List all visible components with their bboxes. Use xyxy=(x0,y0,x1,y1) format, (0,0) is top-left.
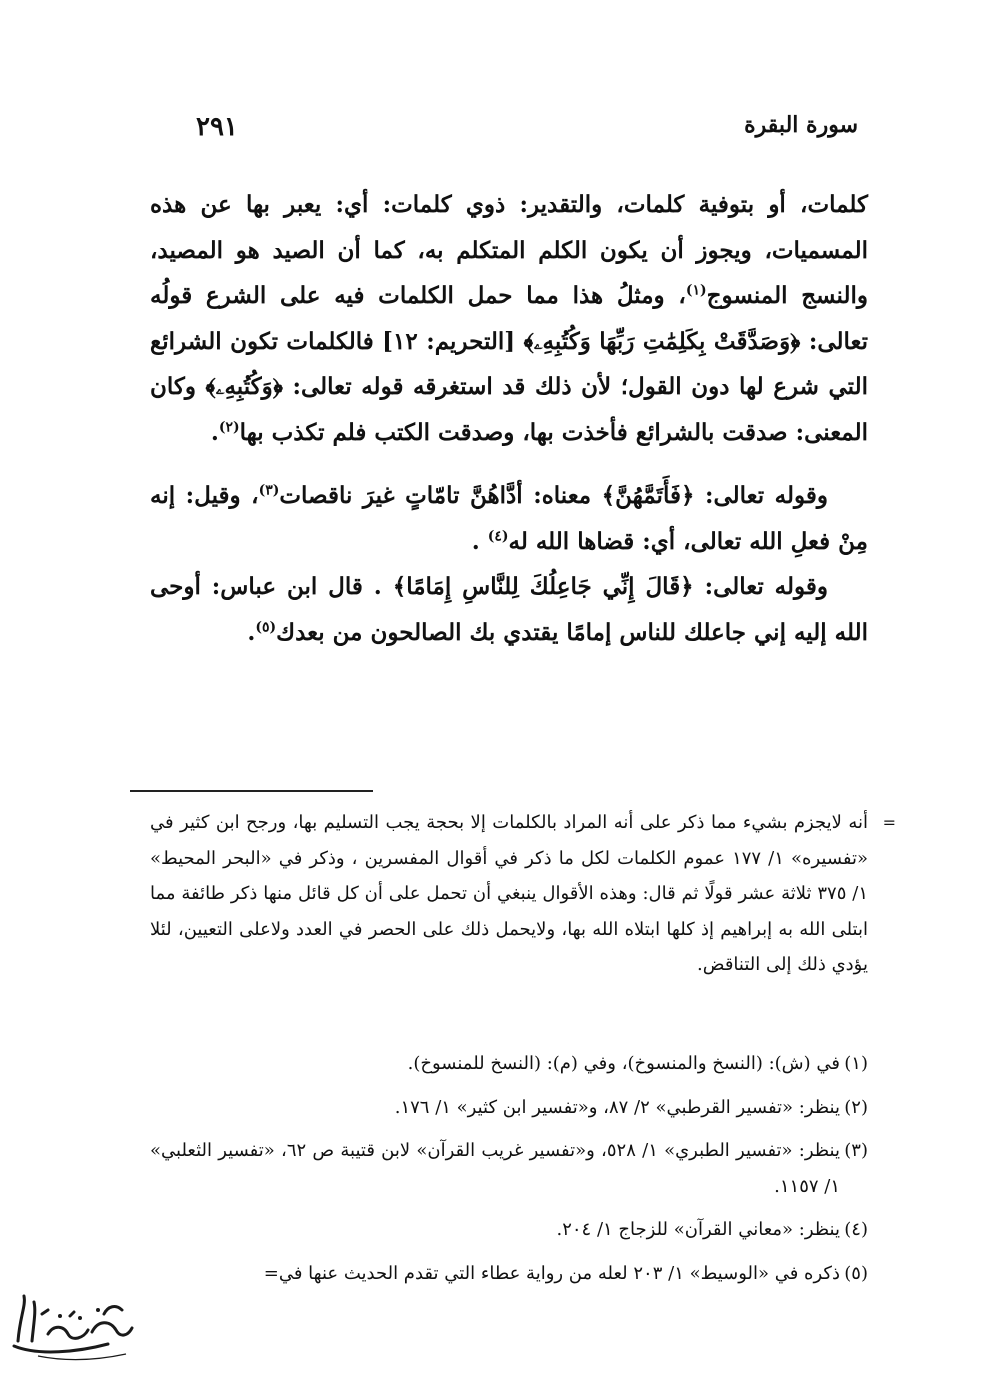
text-run: كلمات، أو بتوفية كلمات، والتقدير: ذوي كلمات: أي: يعبر بها عن هذه المسميات، ويجوز أن يكون الكلم المتكلم به، كما أن الصيد هو المصيد، والنسج المنسوج xyxy=(150,191,869,309)
text-run: ، وقيل: إنه مِنْ فعلِ الله تعالى، أي: قضاها الله له xyxy=(150,482,868,555)
footnote-item xyxy=(150,1046,868,1082)
footnote-item xyxy=(150,1212,868,1248)
running-header-surah: سورة البقرة xyxy=(744,112,858,138)
footnote-item xyxy=(150,1133,868,1204)
paragraph-1 xyxy=(150,182,868,455)
page-number: ٢٩١ xyxy=(196,112,238,142)
footnote-ref-2[interactable]: (٢) xyxy=(218,418,240,435)
footnote-ref-1[interactable]: (١) xyxy=(685,282,707,299)
footnote-text: في (ش): (النسخ والمنسوخ)، وفي (م): (النسخ للمنسوخ). xyxy=(407,1053,840,1074)
footnote-text: ذكره في «الوسيط» ١/ ٢٠٣ لعله من رواية عطاء التي تقدم الحديث عنها في= xyxy=(263,1262,840,1284)
footnote-number: (٤) xyxy=(844,1219,868,1240)
footnote-item xyxy=(150,1090,868,1126)
footnote-list xyxy=(150,1046,868,1299)
footnote-separator xyxy=(130,790,373,792)
footnote-continuation xyxy=(150,805,896,983)
footnote-ref-5[interactable]: (٥) xyxy=(255,618,277,635)
footnote-number: (٥) xyxy=(844,1262,868,1284)
text-run: . xyxy=(471,527,488,555)
continuation-marker: = xyxy=(882,813,896,832)
text-run: . xyxy=(210,418,219,446)
text-run: وقوله تعالى: ﴿قَالَ إِنِّي جَاعِلُكَ لِلنَّاسِ إِمَامًا﴾ . قال ابن عباس: أوحى الله إليه إني جاعلك للناس إمامًا يقتدي بك الصالحون من بعدك xyxy=(150,573,868,646)
paragraph-2 xyxy=(150,473,868,564)
text-run: . xyxy=(247,618,256,646)
footnote-continuation-text: أنه لايجزم بشيء مما ذكر على أنه المراد بالكلمات إلا بحجة يجب التسليم بها، ورجح ابن كثير في «تفسيره» ١/ ١٧٧ عموم الكلمات لكل ما ذكر في أقوال المفسرين ، وذكر في «البحر المحيط» ١/ ٣٧٥ ثلاثة عشر قولًا ثم قال: وهذه الأقوال ينبغي أن تحمل على أن كل قائل منها ذكر طائفة مما ابتلى الله به إبراهيم إذ كلها ابتلاه الله بها، ولايحمل ذلك على الحصر في العدد ولاعلى التعيين، لئلا يؤدي ذلك إلى التناقض. xyxy=(150,812,869,975)
footnote-text: ينظر: «معاني القرآن» للزجاج ١/ ٢٠٤. xyxy=(556,1219,840,1240)
footnote-ref-3[interactable]: (٣) xyxy=(258,482,280,499)
text-run: ، ومثلُ هذا مما حمل الكلمات فيه على الشرع قولُه تعالى: ﴿وَصَدَّقَتْ بِكَلِمَٰتِ رَبِّهَا وَكُتُبِهِۦ﴾ [التحريم: ١٢] فالكلمات تكون الشرائع التي شرع لها دون القول؛ لأن ذلك قد استغرقه قوله تعالى: ﴿وَكُتُبِهِۦ﴾ وكان المعنى: صدقت بالشرائع فأخذت بها، وصدقت الكتب فلم تكذب بها xyxy=(150,282,868,446)
footnote-number: (٢) xyxy=(844,1096,868,1118)
footnote-number: (١) xyxy=(844,1053,868,1074)
footnote-text: ينظر: «تفسير الطبري» ١/ ٥٢٨، و«تفسير غريب القرآن» لابن قتيبة ص ٦٢، «تفسير الثعلبي» ١/ ١١٥٧. xyxy=(150,1140,840,1197)
stamp-graphic xyxy=(8,1286,138,1366)
footnote-number: (٣) xyxy=(844,1140,868,1161)
calligraphy-stamp-icon xyxy=(8,1286,138,1366)
footnote-text: ينظر: «تفسير القرطبي» ٢/ ٨٧، و«تفسير ابن كثير» ١/ ١٧٦. xyxy=(394,1096,840,1118)
footnote-item xyxy=(150,1256,868,1292)
main-text xyxy=(150,182,868,655)
footnote-ref-4[interactable]: (٤) xyxy=(487,527,509,544)
text-run: وقوله تعالى: ﴿فَأَتَمَّهُنَّ﴾ معناه: أدَّاهُنَّ تامّاتٍ غيرَ ناقصات xyxy=(279,482,828,509)
paragraph-3 xyxy=(150,564,868,655)
